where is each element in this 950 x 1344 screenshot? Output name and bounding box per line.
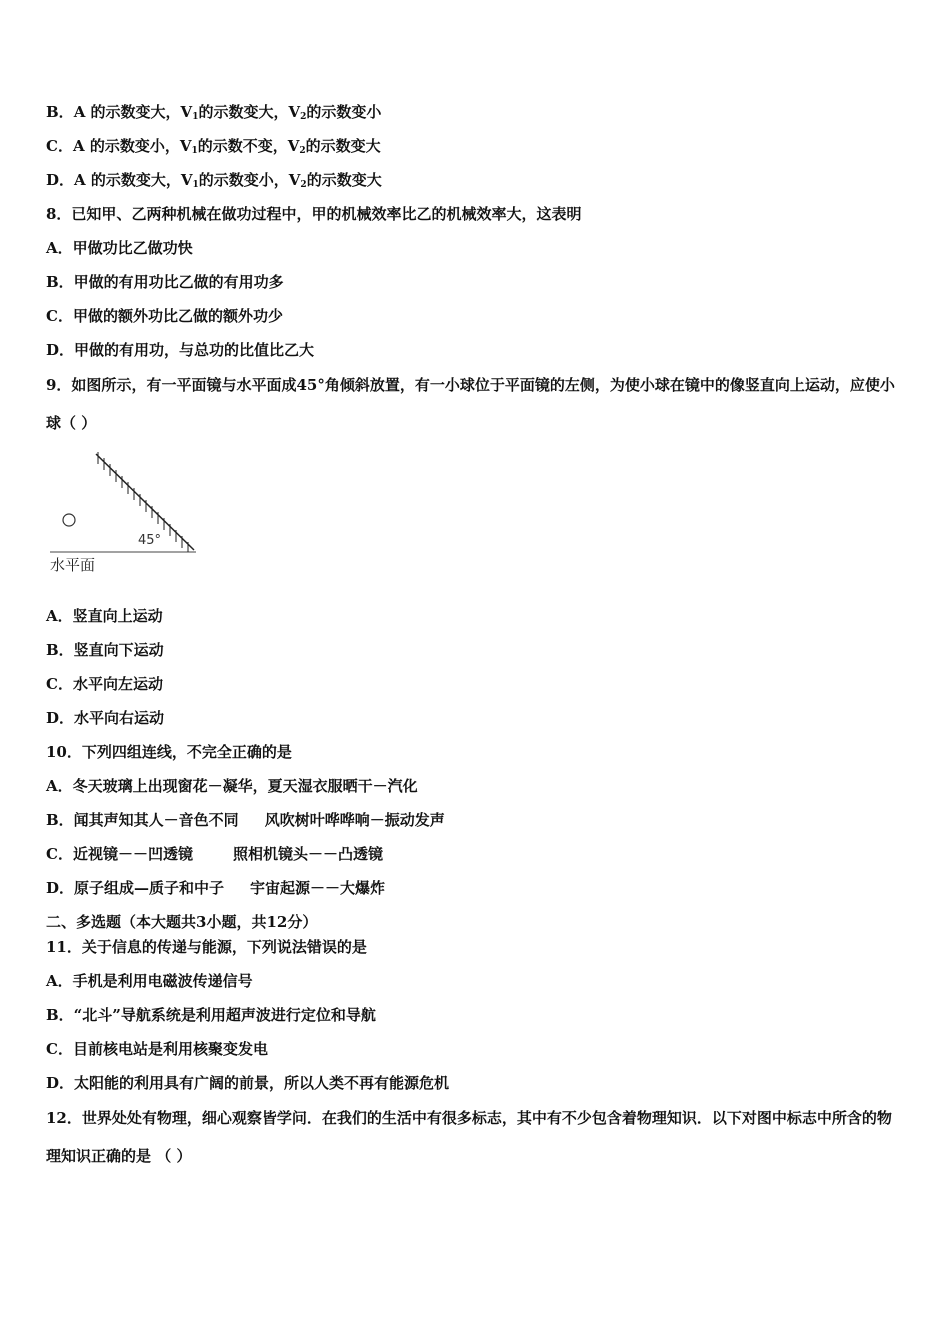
q9-option-c: C．水平向左运动: [46, 675, 163, 693]
q7-option-c: C．A 的示数变小，$V_1$的示数不变，$V_2$的示数变大: [46, 137, 381, 156]
q11-option-c: C．目前核电站是利用核聚变发电: [46, 1040, 268, 1058]
q8-stem: 8．已知甲、乙两种机械在做功过程中，甲的机械效率比乙的机械效率大，这表明: [46, 205, 582, 223]
ground-label: 水平面: [50, 556, 96, 574]
q9-option-a: A．竖直向上运动: [46, 607, 163, 625]
q8-option-b: B．甲做的有用功比乙做的有用功多: [46, 273, 284, 291]
q10-option-a: A．冬天玻璃上出现窗花－凝华，夏天湿衣服晒干－汽化: [46, 777, 418, 795]
q10-option-b: B．闻其声知其人－音色不同 风吹树叶哗哗响－振动发声: [46, 811, 445, 829]
q8-option-a: A．甲做功比乙做功快: [46, 239, 193, 257]
q11-stem: 11．关于信息的传递与能源，下列说法错误的是: [46, 938, 367, 956]
q8-option-d: D．甲做的有用功，与总功的比值比乙大: [46, 341, 315, 359]
q10-stem: 10．下列四组连线，不完全正确的是: [46, 743, 292, 761]
q7-option-d: D．A 的示数变大，$V_1$的示数变小，$V_2$的示数变大: [46, 171, 382, 190]
ball-icon: [63, 514, 75, 526]
q11-option-a: A．手机是利用电磁波传递信号: [46, 972, 253, 990]
q10-option-d: D．原子组成—质子和中子 宇宙起源－－大爆炸: [46, 879, 386, 897]
q12-stem: 12．世界处处有物理，细心观察皆学问．在我们的生活中有很多标志，其中有不少包含着物理知识．以下对图中标志中所含的物理知识正确的是 （ ）: [46, 1109, 892, 1165]
mirror-diagram-svg: [46, 448, 206, 578]
q9-option-b: B．竖直向下运动: [46, 641, 164, 659]
section-heading: 二、多选题（本大题共3小题，共12分）: [46, 913, 318, 931]
angle-label: 45°: [138, 533, 162, 548]
q9-stem: 9．如图所示，有一平面镜与水平面成45°角倾斜放置，有一小球位于平面镜的左侧，为使小球在镜中的像竖直向上运动，应使小球（ ）: [46, 376, 895, 432]
q11-option-d: D．太阳能的利用具有广阔的前景，所以人类不再有能源危机: [46, 1074, 450, 1092]
q11-option-b: B．“北斗”导航系统是利用超声波进行定位和导航: [46, 1006, 376, 1024]
q8-option-c: C．甲做的额外功比乙做的额外功少: [46, 307, 283, 325]
q9-option-d: D．水平向右运动: [46, 709, 165, 727]
mirror-diagram: [46, 448, 206, 578]
q10-option-c: C．近视镜－－凹透镜 照相机镜头－－凸透镜: [46, 845, 383, 863]
q7-option-b: B．A 的示数变大，$V_1$的示数变大，$V_2$的示数变小: [46, 103, 382, 122]
